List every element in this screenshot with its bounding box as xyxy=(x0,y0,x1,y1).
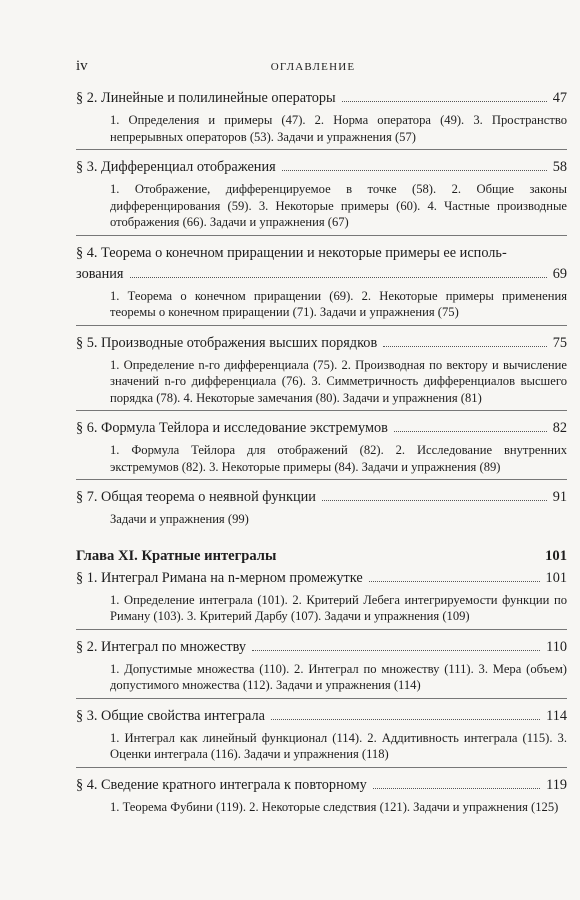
entry-title-line1: § 4. Теорема о конечном приращении и некоторые примеры ее исполь- xyxy=(76,244,507,261)
page-header xyxy=(76,58,550,82)
entry-page: 58 xyxy=(552,159,567,175)
entry-title: § 2. Интеграл по множеству xyxy=(76,638,247,655)
entry-title: § 7. Общая теорема о неявной функции xyxy=(76,489,316,505)
running-title: ОГЛАВЛЕНИЕ xyxy=(270,61,356,73)
entry-page: 47 xyxy=(552,90,567,106)
entry-title: § 3. Общие свойства интеграла xyxy=(76,707,265,724)
entry-title: § 6. Формула Тейлора и исследование экстремумов xyxy=(76,420,388,436)
entry-page: 91 xyxy=(552,489,567,505)
entry-page: 110 xyxy=(546,638,567,655)
toc-entry xyxy=(76,775,567,820)
entry-description: 1. Теорема Фубини (119). 2. Некоторые следствия (121). Задачи и упражнения (125) xyxy=(110,799,559,814)
entry-title: § 3. Дифференциал отображения xyxy=(76,159,276,175)
entry-description: Задачи и упражнения (99) xyxy=(110,512,249,526)
entry-description: 1. Теорема о конечном приращении (69). 2. Некоторые примеры применения теоремы о конечном приращении (71). Задачи и упражнения (75) xyxy=(110,288,567,319)
toc-entry xyxy=(76,487,567,532)
toc-entry xyxy=(76,418,567,480)
toc-entry xyxy=(76,706,567,768)
entry-description: 1. Интеграл как линейный функционал (114). 2. Аддитивность интеграла (115). 3. Оценки интеграла (116). Задачи и упражнения (118) xyxy=(110,730,567,761)
entry-title: § 2. Линейные и полилинейные операторы xyxy=(76,90,336,106)
toc-entry xyxy=(76,333,567,412)
toc-entry xyxy=(76,243,567,326)
chapter-page: 101 xyxy=(545,547,567,564)
entry-page: 101 xyxy=(545,569,567,586)
entry-title: § 4. Сведение кратного интеграла к повторному xyxy=(76,776,367,793)
entry-description: 1. Определения и примеры (47). 2. Норма оператора (49). 3. Пространство непрерывных операторов (53). Задачи и упражнения (57) xyxy=(110,113,567,144)
entry-page: 69 xyxy=(552,265,567,282)
entry-page: 75 xyxy=(552,334,567,351)
toc-entry xyxy=(76,637,567,699)
entry-description: 1. Допустимые множества (110). 2. Интеграл по множеству (111). 3. Мера (объем) допустимого множества (112). Задачи и упражнения (114) xyxy=(110,661,567,692)
chapter-heading xyxy=(76,546,567,566)
toc-entry xyxy=(76,157,567,236)
entry-description: 1. Формула Тейлора для отображений (82). 2. Исследование внутренних экстремумов (82). 3. Некоторые примеры (84). Задачи и упражнения (89) xyxy=(110,443,567,474)
entry-page: 114 xyxy=(546,707,567,724)
entry-page: 119 xyxy=(546,776,567,793)
entry-title: § 1. Интеграл Римана на n-мерном промежутке xyxy=(76,569,363,586)
table-of-contents xyxy=(76,88,567,826)
entry-title: § 5. Производные отображения высших порядков xyxy=(76,334,378,351)
chapter-title: Глава XI. Кратные интегралы xyxy=(76,547,277,564)
entry-description: 1. Определение интеграла (101). 2. Критерий Лебега интегрируемости функции по Риману (103). 3. Критерий Дарбу (107). Задачи и упражнения (109) xyxy=(110,592,567,623)
entry-page: 82 xyxy=(552,420,567,436)
entry-description: 1. Определение n-го дифференциала (75). 2. Производная по вектору и вычисление значений n-го дифференциала (76). 3. Симметричность дифференциалов высшего порядка (78). 4. Некоторые замечания (80). Задачи и упражнения (81) xyxy=(110,357,567,405)
toc-entry xyxy=(76,568,567,630)
entry-title-line2: зования xyxy=(76,265,124,282)
toc-entry xyxy=(76,88,567,150)
entry-description: 1. Отображение, дифференцируемое в точке (58). 2. Общие законы дифференцирования (59). 3. Некоторые примеры (60). 4. Частные производные отображения (66). Задачи и упражнения (67) xyxy=(110,182,567,229)
page-number: iv xyxy=(76,58,88,74)
